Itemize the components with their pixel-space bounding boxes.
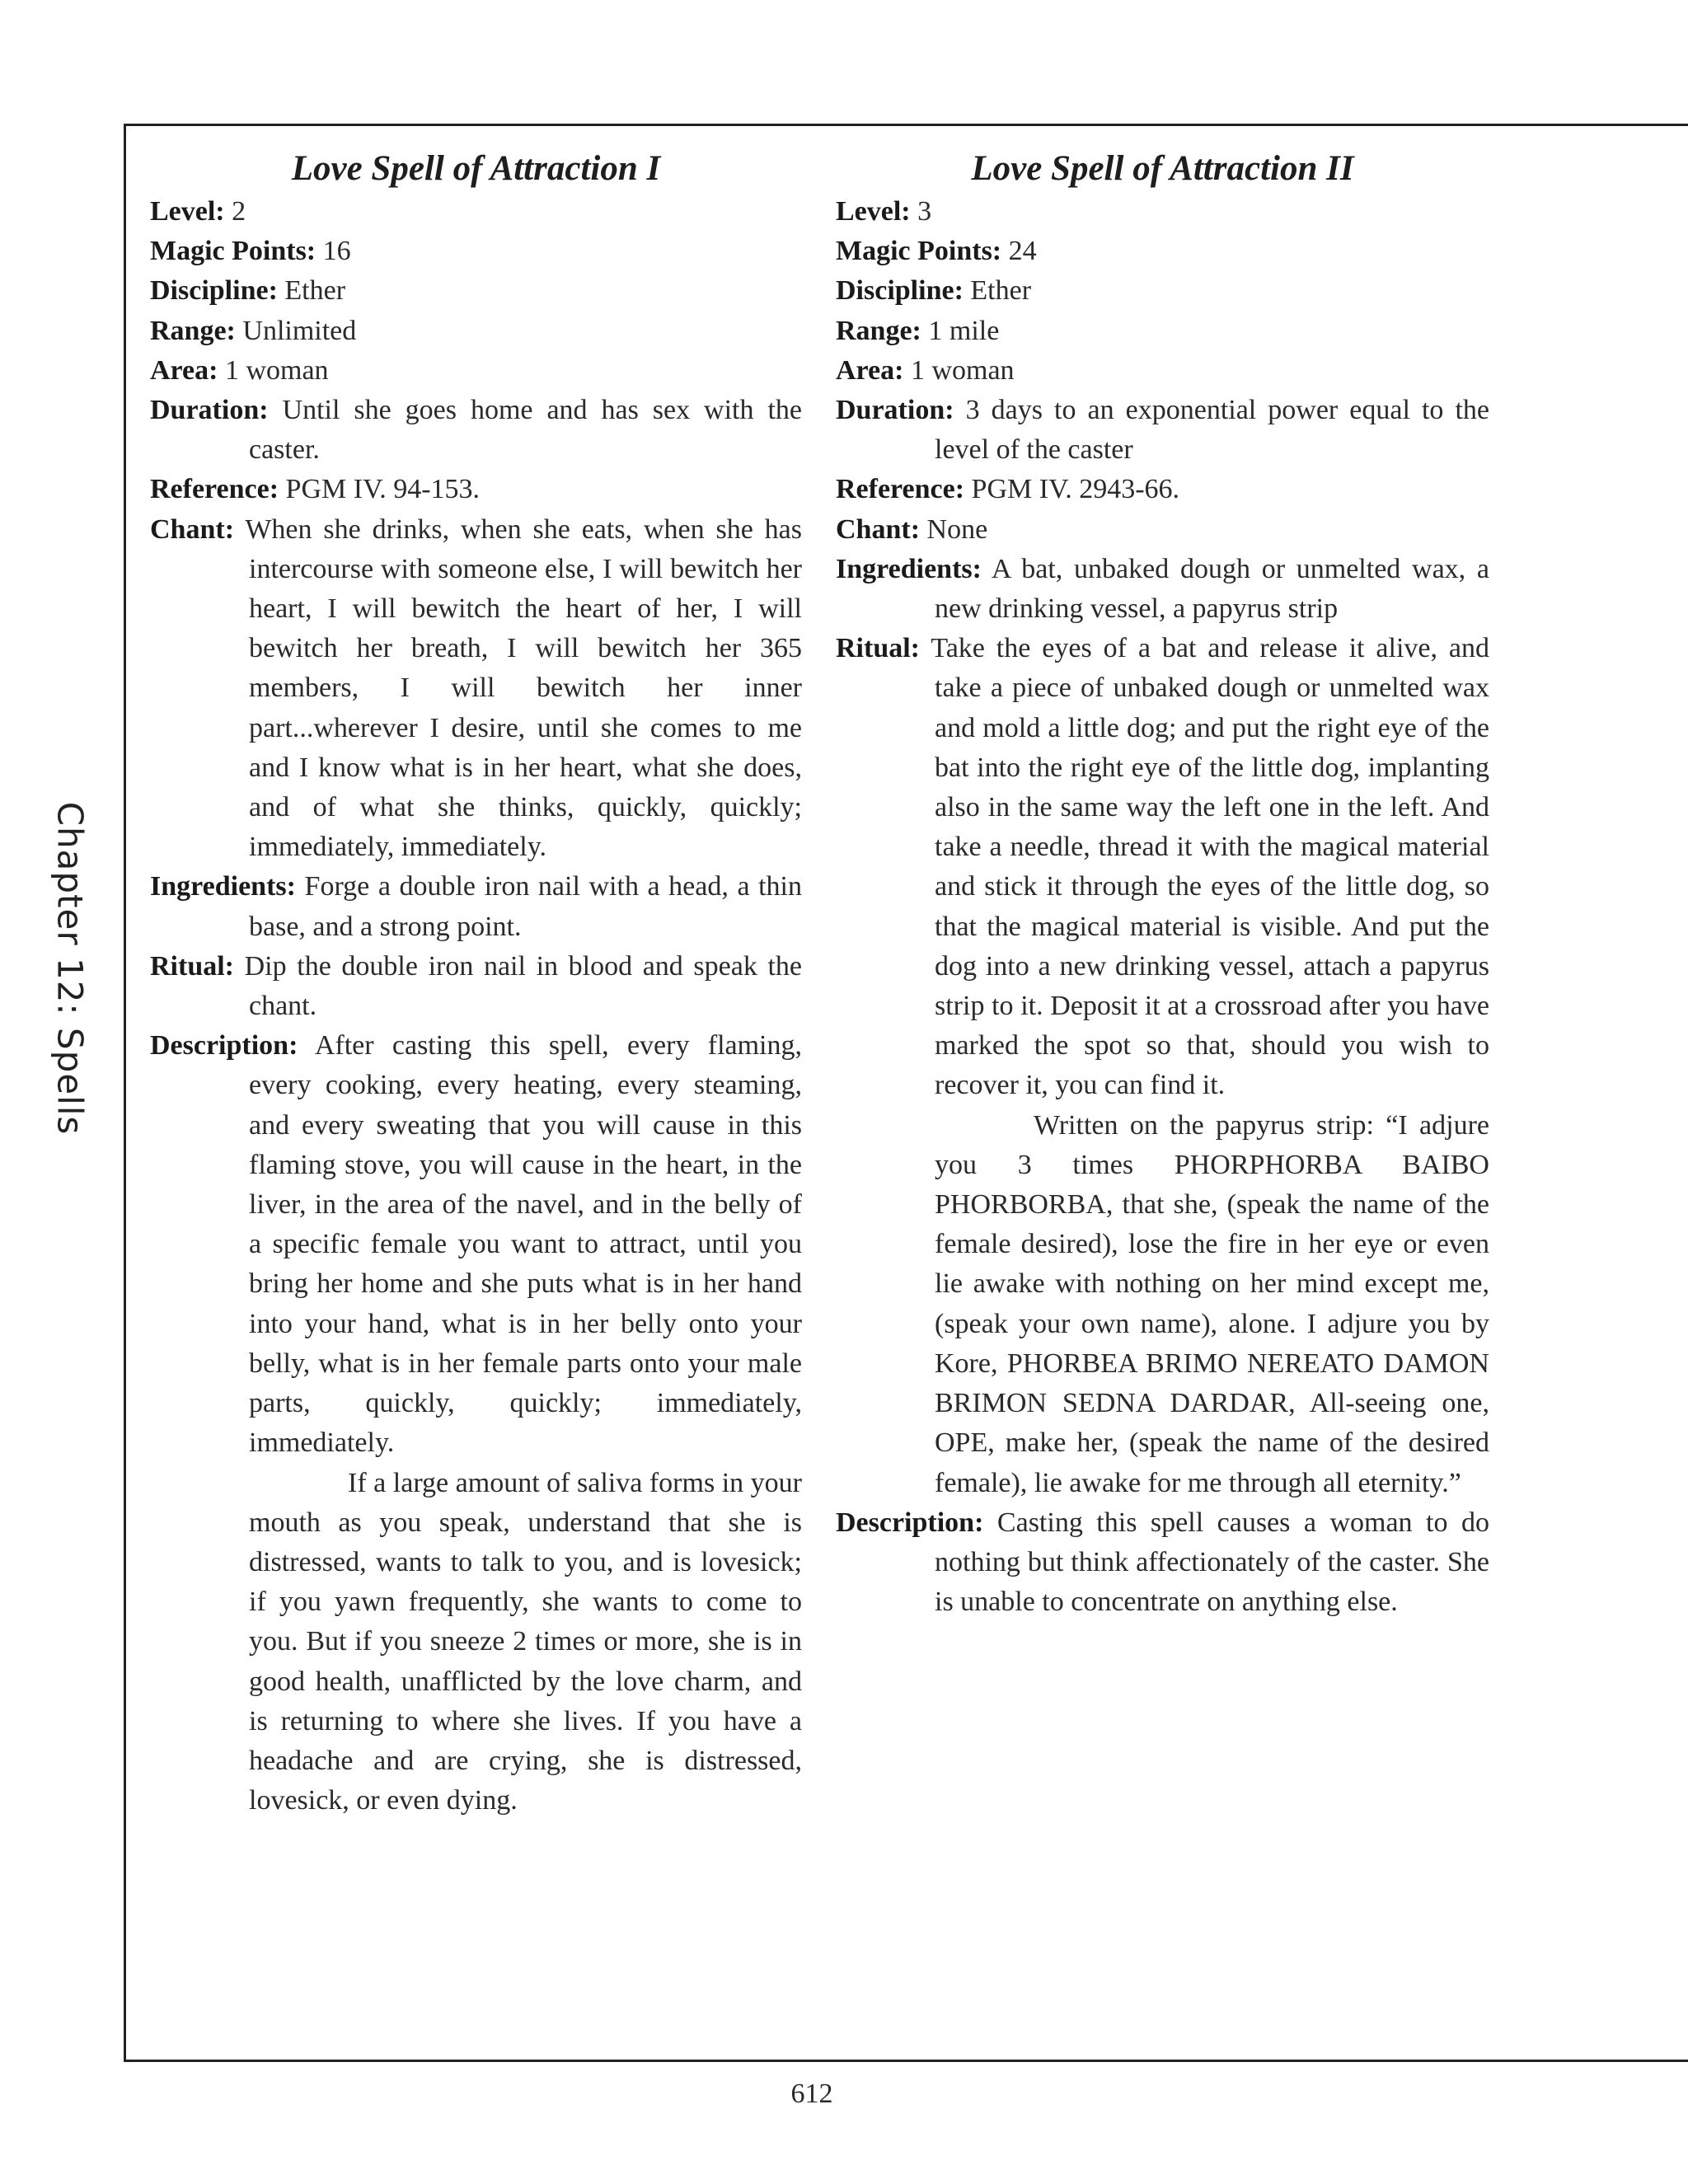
area-value: 1 woman (224, 354, 329, 386)
magic-points-label: Magic Points: (836, 236, 1002, 267)
magic-points-entry (150, 232, 802, 271)
description-paragraph-2: If a large amount of saliva forms in your mouth as you speak, understand that she is distressed, wants to talk to you, and is lovesick; if you yawn frequently, she wants to come to you. But if you sneeze 2 times or more, she is in good health, unafflicted by the love charm, and is returning to where she lives. If you have a headache and are crying, she is distressed, lovesick, or even dying. (249, 1467, 802, 1816)
chant-value: None (926, 513, 988, 545)
chant-label: Chant: (836, 513, 921, 545)
discipline-value: Ether (970, 275, 1032, 307)
discipline-label: Discipline: (836, 275, 964, 307)
ritual-label: Ritual: (150, 950, 234, 982)
area-label: Area: (836, 354, 904, 386)
level-label: Level: (150, 196, 225, 227)
range-entry (836, 312, 1489, 351)
ingredients-value: Forge a double iron nail with a head, a thin base, and a strong point. (249, 871, 802, 942)
ingredients-entry (836, 550, 1489, 629)
level-value: 2 (232, 196, 246, 227)
reference-entry (150, 470, 802, 509)
range-label: Range: (150, 315, 236, 346)
chapter-label: Chapter 12: Spells (49, 801, 91, 1136)
ritual-paragraph-2: Written on the papyrus strip: “I adjure you 3 times PHORPHORBA BAIBO PHORBORBA, that she, (speak the name of the female desired), lose the fire in her eye or even lie awake with nothing on her mind except me, (speak your own name), alone. I adjure you by Kore, PHORBEA BRIMO NEREATO DAMON BRIMON SEDNA DARDAR, All-seeing one, OPE, make her, (speak the name of the desired female), lie awake for me through all eternity.” (935, 1109, 1489, 1498)
description-value: Casting this spell causes a woman to do nothing but think affectionately of the caster. She is unable to concentrate on anything else. (935, 1507, 1489, 1618)
magic-points-label: Magic Points: (150, 236, 316, 267)
description-label: Description: (836, 1507, 984, 1538)
spell-column-2 (836, 144, 1489, 1622)
chant-value: When she drinks, when she eats, when she has intercourse with someone else, I will bewitch her heart, I will bewitch the heart of her, I will bewitch her breath, I will bewitch her 365 members, I will bewitch her inner part...wherever I desire, until she comes to me and I know what is in her heart, what she does, and of what she thinks, quickly, quickly; immediately, immediately. (245, 513, 803, 863)
area-label: Area: (150, 354, 218, 386)
level-value: 3 (917, 196, 932, 227)
level-label: Level: (836, 196, 911, 227)
duration-label: Duration: (150, 395, 269, 426)
ritual-entry (836, 629, 1489, 1105)
ritual-value: Take the eyes of a bat and release it alive, and take a piece of unbaked dough or unmelted wax and mold a little dog; and put the right eye of the bat into the right eye of the little dog, implanting also in the same way the left one in the left. And take a needle, thread it with the magical material and stick it through the eyes of the little dog, so that the magical material is visible. And put the dog into a new drinking vessel, attach a papyrus strip to it. Deposit it at a crossroad after you have marked the spot so that, should you wish to recover it, you can find it. (931, 633, 1489, 1101)
duration-entry (836, 391, 1489, 470)
chant-label: Chant: (150, 513, 235, 545)
page-number: 612 (790, 2079, 833, 2109)
spell-column-1 (150, 144, 802, 1821)
range-value: 1 mile (928, 315, 1000, 346)
magic-points-value: 24 (1008, 236, 1037, 267)
ingredients-label: Ingredients: (150, 871, 296, 902)
discipline-value: Ether (284, 275, 346, 307)
duration-value: Until she goes home and has sex with the caster. (249, 395, 803, 466)
description-label: Description: (150, 1030, 298, 1062)
magic-points-entry (836, 232, 1489, 271)
description-entry (836, 1503, 1489, 1623)
level-entry (150, 192, 802, 232)
discipline-entry (150, 271, 802, 311)
duration-label: Duration: (836, 395, 954, 426)
chant-entry (836, 510, 1489, 550)
magic-points-value: 16 (322, 236, 351, 267)
ritual-label: Ritual: (836, 633, 920, 664)
reference-label: Reference: (836, 474, 965, 505)
range-label: Range: (836, 315, 921, 346)
range-value: Unlimited (242, 315, 357, 346)
ingredients-value: A bat, unbaked dough or unmelted wax, a new drinking vessel, a papyrus strip (935, 553, 1489, 625)
area-value: 1 woman (910, 354, 1015, 386)
range-entry (150, 312, 802, 351)
area-entry (150, 351, 802, 391)
chant-entry (150, 510, 802, 868)
reference-value: PGM IV. 94-153. (285, 474, 481, 505)
spell-title: Love Spell of Attraction I (291, 149, 661, 188)
ritual-value: Dip the double iron nail in blood and speak the chant. (244, 950, 802, 1022)
description-entry (150, 1026, 802, 1463)
area-entry (836, 351, 1489, 391)
discipline-label: Discipline: (150, 275, 278, 307)
reference-value: PGM IV. 2943-66. (971, 474, 1180, 505)
discipline-entry (836, 271, 1489, 311)
duration-value: 3 days to an exponential power equal to the level of the caster (935, 395, 1489, 466)
level-entry (836, 192, 1489, 232)
reference-label: Reference: (150, 474, 279, 505)
spell-title: Love Spell of Attraction II (971, 149, 1354, 188)
ritual-entry (150, 947, 802, 1026)
reference-entry (836, 470, 1489, 509)
ingredients-entry (150, 867, 802, 946)
duration-entry (150, 391, 802, 470)
description-value: After casting this spell, every flaming, every cooking, every heating, every steaming, and every sweating that you will cause in this flaming stove, you will cause in the heart, in the liver, in the area of the navel, and in the belly of a specific female you want to attract, until you bring her home and she puts what is in her hand into your hand, what is in her belly onto your belly, what is in her female parts onto your male parts, quickly, quickly; immediately, immediately. (249, 1030, 803, 1459)
ingredients-label: Ingredients: (836, 553, 982, 584)
